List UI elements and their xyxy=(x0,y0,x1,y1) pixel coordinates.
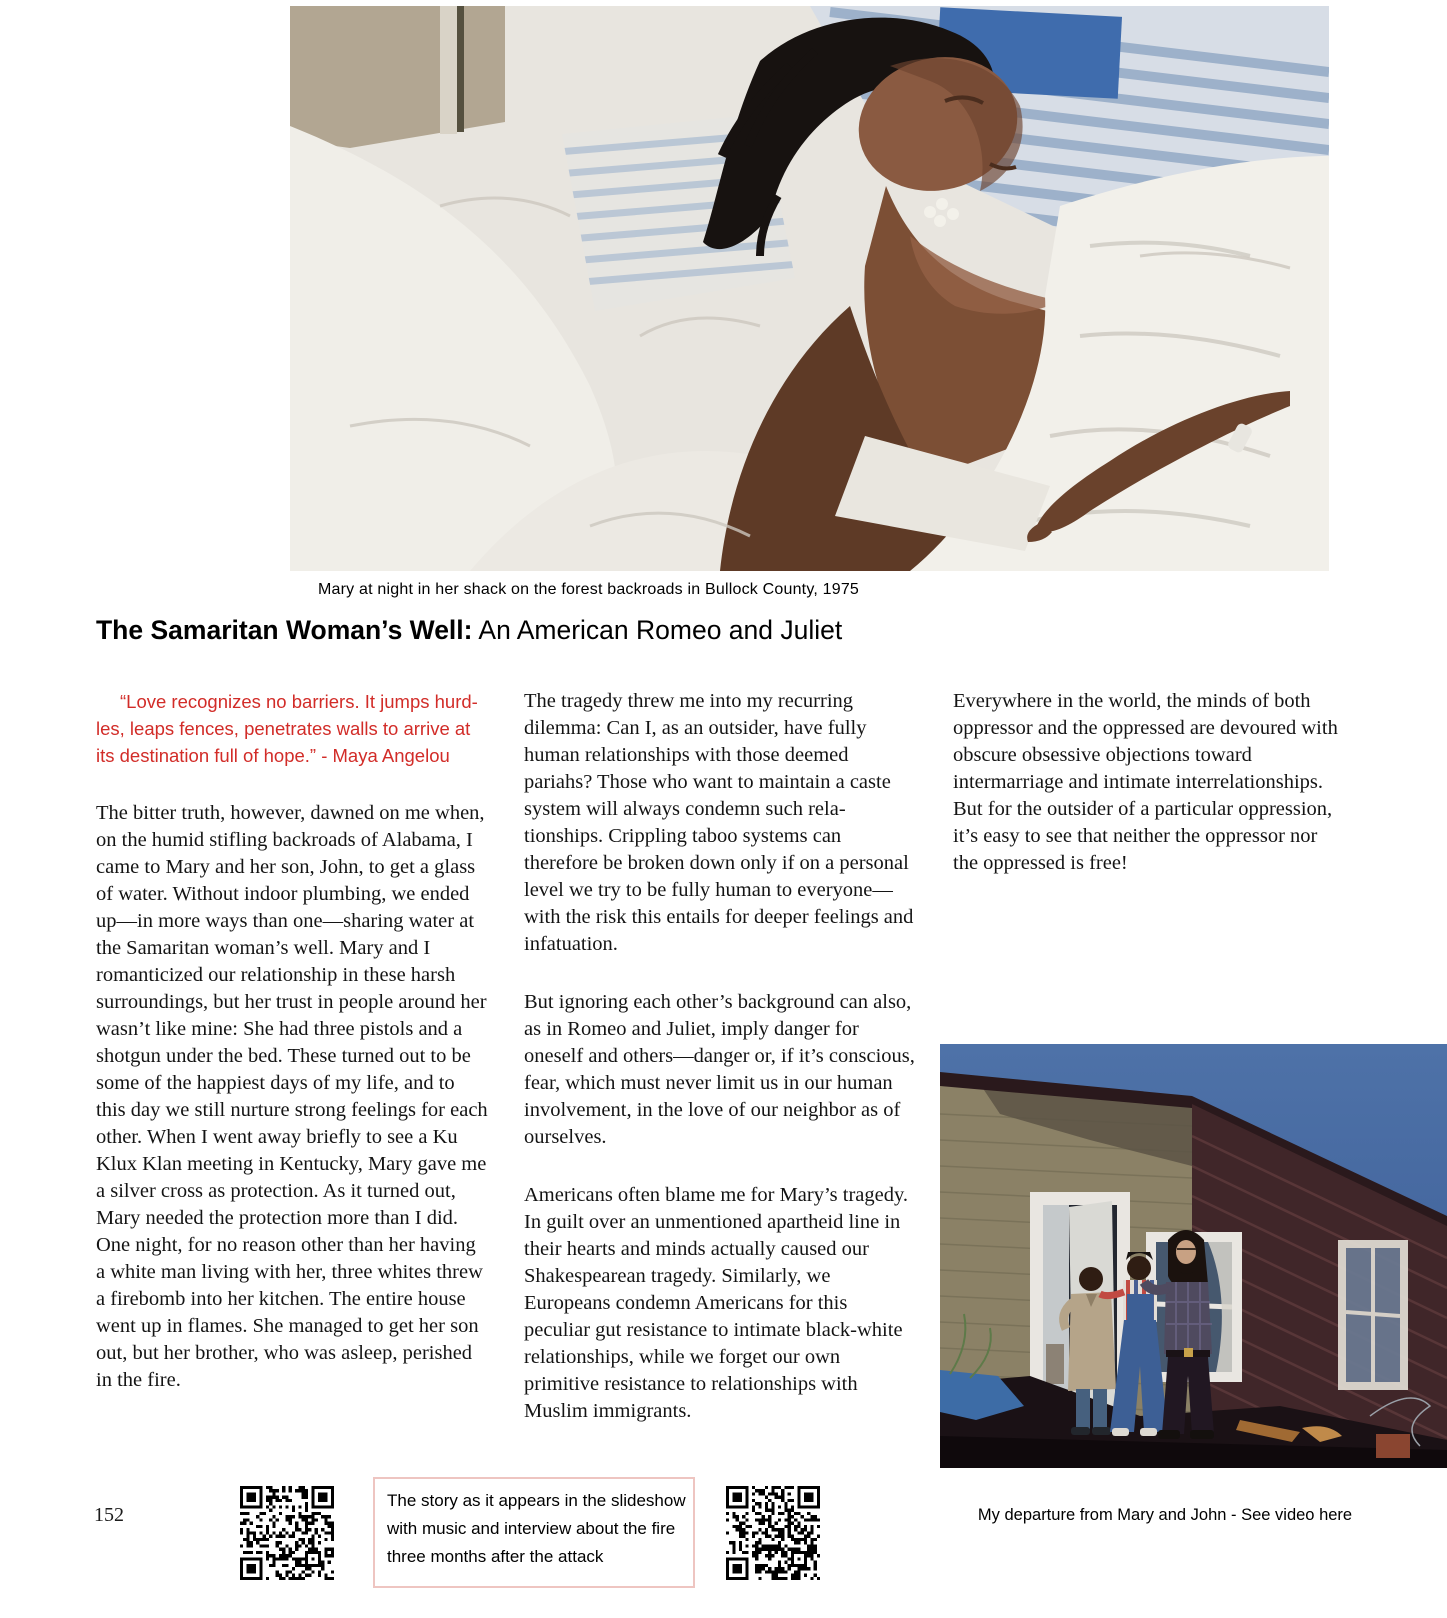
qr-code-video xyxy=(726,1486,820,1580)
title-bold: The Samaritan Woman’s Well: xyxy=(96,615,473,645)
photo-caption-right: My departure from Mary and John - See video here xyxy=(977,1506,1353,1524)
slideshow-note-box xyxy=(373,1477,695,1588)
body-paragraph: Americans often blame me for Mary’s tragedy. In guilt over an unmentioned apartheid line in their hearts and minds actually caused our Shakespearean tragedy. Similarly, we Europeans condemn Americans for this peculiar gut resistance to intimate black-white relationships, while we forget our own primitive resistance to relationships with Muslim immigrants. xyxy=(524,1184,909,1422)
body-paragraph: The bitter truth, however, dawned on me when, on the humid stifling backroads of Alabama, I came to Mary and her son, John, to get a glass of water. Without indoor plumbing, we ended up—in more ways than one—sharing water at the Samaritan woman’s well. Mary and I romanticized our relationship in these harsh surroundings, but her trust in people around her wasn’t like mine: She had three pistols and a shotgun under the bed. These turned out to be some of the happiest days of my life, and to this day we still nurture strong feelings for each other. When I went away briefly to see a Ku Klux Klan meeting in Kentucky, Mary gave me a silver cross as protection. As it turned out, Mary needed the protection more than I did. One night, for no reason other than her having a white man living with her, three whites threw a firebomb into her kitchen. The entire house went up in flames. She managed to get her son out, but her brother, who was asleep, perished in the fire. xyxy=(96,802,488,1391)
text-column-3 xyxy=(953,688,1346,908)
photo-caption-top: Mary at night in her shack on the forest backroads in Bullock County, 1975 xyxy=(318,581,860,598)
right-photo-illustration xyxy=(940,1044,1447,1468)
slideshow-note-text: The story as it appears in the slideshow with music and interview about the fire three months after the attack xyxy=(387,1491,686,1566)
qr-code-slideshow xyxy=(240,1486,334,1580)
title-regular: An American Romeo and Juliet xyxy=(478,615,843,645)
photo-departure-house xyxy=(940,1044,1447,1468)
maya-angelou-quote: “Love recognizes no barriers. It jumps hurdles, leaps fences, penetrates walls to arrive at its destination full of hope.” - Maya Angelou xyxy=(96,691,478,766)
body-paragraph: The tragedy threw me into my recurring dilemma: Can I, as an outsider, have fully human relationships with those deemed pariahs? Those who want to maintain a caste system will always condemn such relationships. Crippling taboo systems can therefore be broken down only if on a personal level we try to be fully human to everyone—with the risk this entails for deeper feelings and infatuation. xyxy=(524,690,914,955)
text-column-2 xyxy=(524,688,917,1456)
body-paragraph: Everywhere in the world, the minds of both oppressor and the oppressed are devoured with obscure obsessive objections toward intermarriage and intimate interrelationships. But for the outsider of a particular oppression, it’s easy to see that neither the oppressor nor the oppressed is free! xyxy=(953,690,1338,874)
top-photo-illustration xyxy=(290,6,1329,571)
article-title xyxy=(96,615,842,646)
text-column-1 xyxy=(96,688,489,1425)
page-number: 152 xyxy=(94,1504,124,1526)
photo-mary-in-bed xyxy=(290,6,1329,571)
body-paragraph: But ignoring each other’s background can also, as in Romeo and Juliet, imply danger for oneself and others—danger or, if it’s conscious, fear, which must never limit us in our human involvement, in the love of our neighbor as of ourselves. xyxy=(524,991,915,1148)
